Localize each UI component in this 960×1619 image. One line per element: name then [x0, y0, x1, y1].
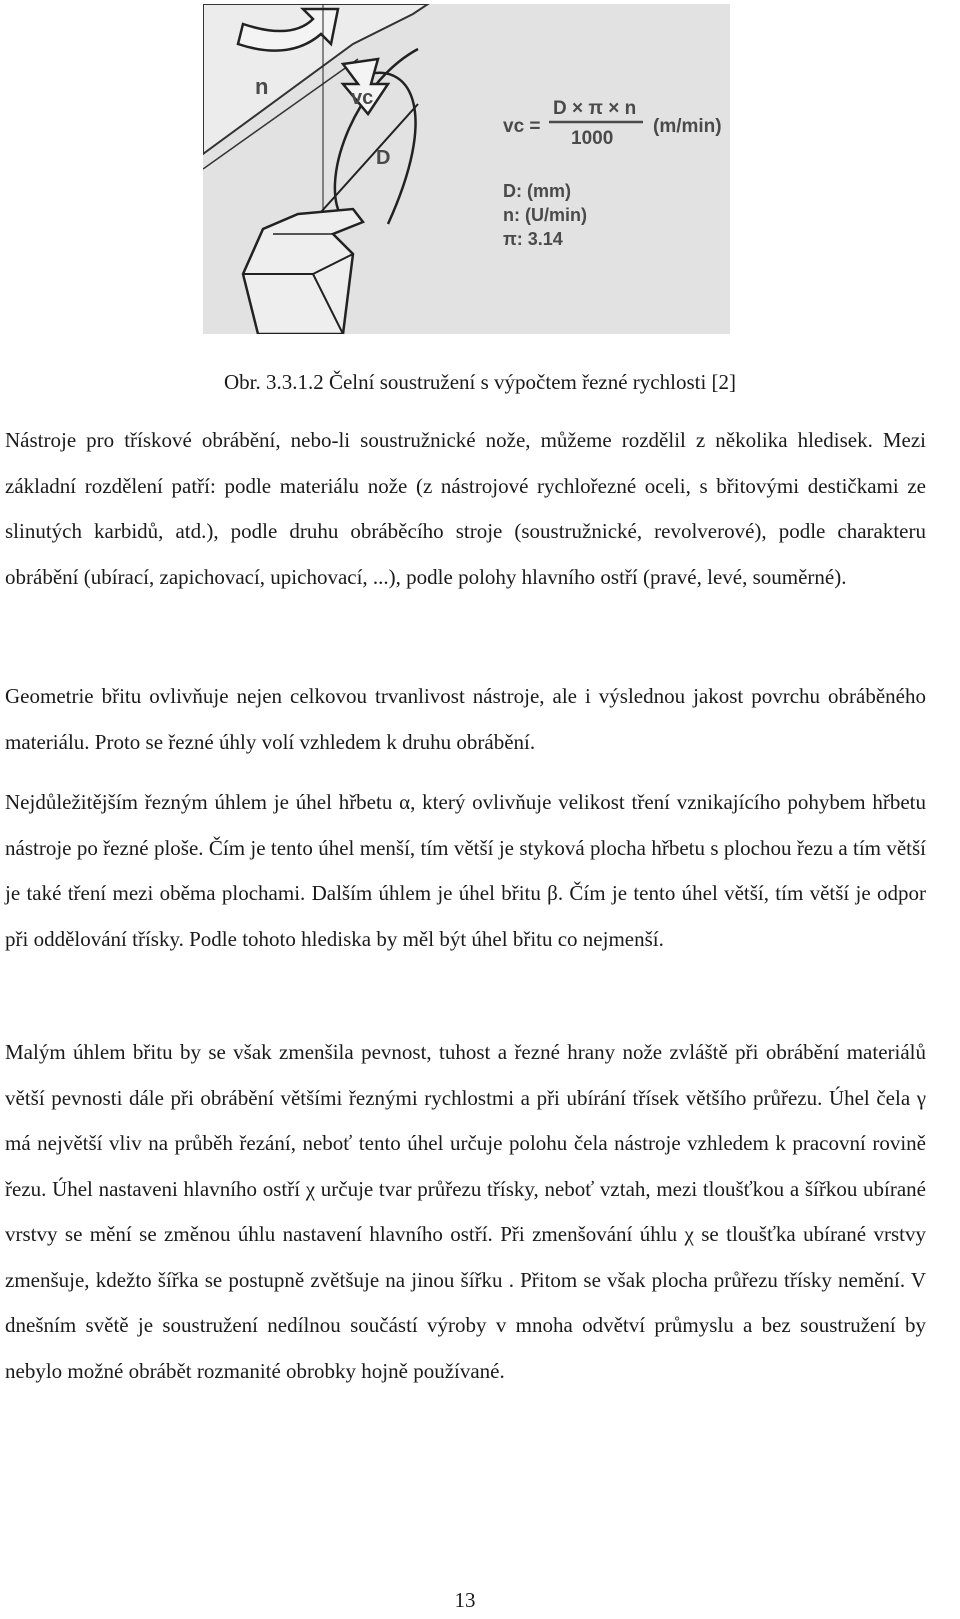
- paragraph-wedge-angle: Malým úhlem břitu by se však zmenšila pevnost, tuhost a řezné hrany nože zvláště při obrábění materiálů větší pevnosti dále při obrábění většími řeznými rychlostmi a při ubírání třísek většího průřezu. Úhel čela γ má největší vliv na průběh řezání, neboť tento úhel určuje polohu čela nástroje vzhledem k pracovní rovině řezu. Úhel nastaveni hlavního ostří χ určuje tvar průřezu třísky, neboť vztah, mezi tloušťkou a šířkou ubírané vrstvy se mění se změnou úhlu nastavení hlavního ostří. Při zmenšování úhlu χ se tloušťka ubírané vrstvy zmenšuje, kdežto šířka se postupně zvětšuje na jinou šířku . Přitom se však plocha průřezu třísky nemění. V dnešním světě je soustružení nedílnou součástí výroby v mnoha odvětví průmyslu a bez soustružení by nebylo možné obrábět rozmanité obrobky hojně používané.: [5, 1040, 926, 1383]
- legend-pi: π: 3.14: [503, 229, 563, 249]
- turning-diagram: [203, 4, 730, 334]
- label-n: n: [255, 74, 269, 99]
- formula-numerator: D × π × n: [553, 98, 637, 119]
- page-number: 13: [454, 1588, 476, 1612]
- formula-lhs: vc =: [503, 116, 541, 137]
- paragraph-tool-types: Nástroje pro třískové obrábění, nebo-li soustružnické nože, můžeme rozdělil z několika hledisek. Mezi základní rozdělení patří: podle materiálu nože (z nástrojové rychlořezné oceli, s břitovými destičkami ze slinutých karbidů, atd.), podle druhu obráběcího stroje (soustružnické, revolverové), podle charakteru obrábění (ubírací, zapichovací, upichovací, ...), podle polohy hlavního ostří (pravé, levé, souměrné).: [5, 428, 926, 589]
- label-vc: vc: [351, 87, 374, 109]
- figure-caption: Obr. 3.3.1.2 Čelní soustružení s výpočtem řezné rychlosti [2]: [223, 370, 737, 394]
- legend-n: n: (U/min): [503, 205, 587, 225]
- legend-d: D: (mm): [503, 181, 571, 201]
- formula-unit: (m/min): [653, 116, 722, 137]
- label-d: D: [376, 147, 391, 169]
- formula-denominator: 1000: [571, 128, 614, 149]
- paragraph-clearance-angle: Nejdůležitějším řezným úhlem je úhel hřbetu α, který ovlivňuje velikost tření vznikajícího pohybem hřbetu nástroje po řezné ploše. Čím je tento úhel menší, tím větší je styková plocha hřbetu s plochou řezu a tím větší je také tření mezi oběma plochami. Dalším úhlem je úhel břitu β. Čím je tento úhel větší, tím větší je odpor při oddělování třísky. Podle tohoto hlediska by měl být úhel břitu co nejmenší.: [5, 790, 926, 951]
- turning-diagram-figure: [203, 4, 730, 334]
- paragraph-geometry: Geometrie břitu ovlivňuje nejen celkovou trvanlivost nástroje, ale i výslednou jakost povrchu obráběného materiálu. Proto se řezné úhly volí vzhledem k druhu obrábění.: [5, 684, 926, 754]
